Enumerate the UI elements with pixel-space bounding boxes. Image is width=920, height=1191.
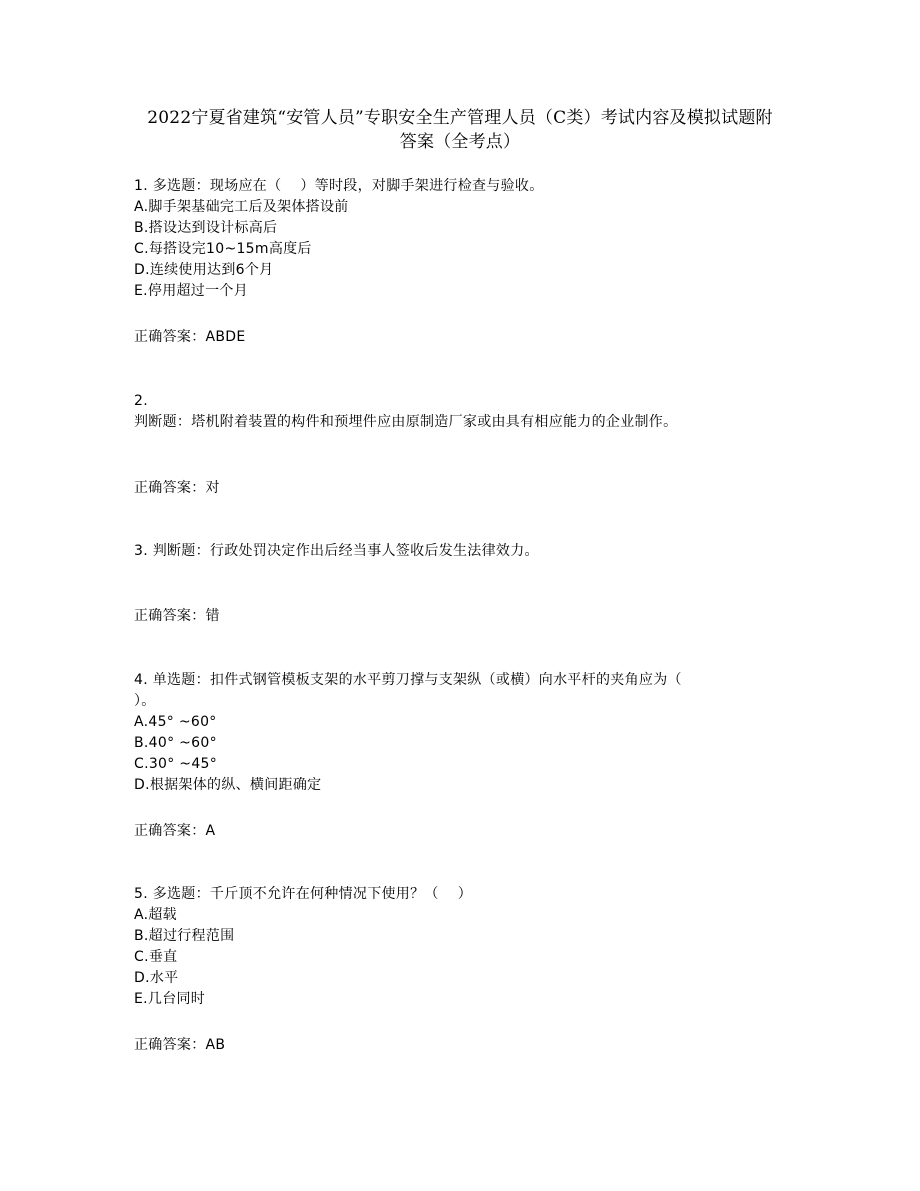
question-number: 2.	[134, 393, 148, 409]
question-stem: 1. 多选题：现场应在（ ）等时段，对脚手架进行检查与验收。	[134, 178, 544, 194]
question-stem-continued: ）。	[134, 693, 156, 709]
option-b: B.超过行程范围	[134, 928, 235, 944]
option-a: A.超载	[134, 907, 177, 923]
option-a: A.45° ~60°	[134, 714, 217, 730]
question-3	[134, 541, 814, 562]
option-d: D.根据架体的纵、横间距确定	[134, 777, 322, 793]
option-b: B.搭设达到设计标高后	[134, 220, 278, 236]
question-stem: 判断题：塔机附着装置的构件和预埋件应由原制造厂家或由具有相应能力的企业制作。	[134, 414, 678, 430]
answer-2: 正确答案：对	[134, 480, 220, 496]
question-1	[134, 176, 814, 302]
question-stem: 5. 多选题：千斤顶不允许在何种情况下使用？（ ）	[134, 886, 473, 902]
option-e: E.停用超过一个月	[134, 283, 248, 299]
document-title	[110, 106, 810, 154]
option-c: C.30° ~45°	[134, 756, 218, 772]
question-2	[134, 391, 814, 433]
title-line-2: 答案（全考点）	[399, 132, 521, 152]
option-c: C.每搭设完10~15m高度后	[134, 241, 312, 257]
question-4	[134, 670, 814, 796]
option-d: D.连续使用达到6个月	[134, 262, 274, 278]
answer-4: 正确答案：A	[134, 823, 216, 839]
question-5	[134, 884, 814, 1010]
option-a: A.脚手架基础完工后及架体搭设前	[134, 199, 349, 215]
question-stem: 4. 单选题：扣件式钢管模板支架的水平剪刀撑与支架纵（或横）向水平杆的夹角应为（	[134, 672, 682, 688]
answer-3: 正确答案：错	[134, 608, 220, 624]
option-d: D.水平	[134, 970, 179, 986]
answer-5: 正确答案：AB	[134, 1037, 226, 1053]
option-c: C.垂直	[134, 949, 178, 965]
answer-1: 正确答案：ABDE	[134, 329, 246, 345]
option-b: B.40° ~60°	[134, 735, 217, 751]
question-stem: 3. 判断题：行政处罚决定作出后经当事人签收后发生法律效力。	[134, 543, 539, 559]
title-line-1: 2022宁夏省建筑“安管人员”专职安全生产管理人员（C类）考试内容及模拟试题附	[147, 108, 773, 128]
option-e: E.几台同时	[134, 991, 206, 1007]
